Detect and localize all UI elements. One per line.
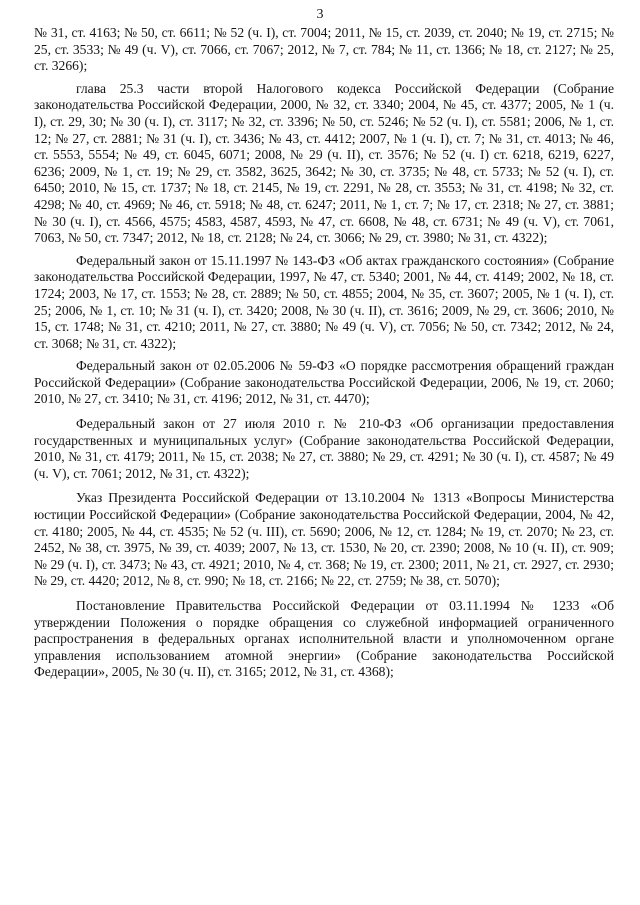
page-number: 3 — [316, 7, 324, 22]
paragraph-tax-code-chapter: глава 25.3 части второй Налогового кодекса Российской Федерации (Собрание законодательства Российской Федерации, 2000, № 32, ст. 3340; 2004, № 45, ст. 4377; 2005, № 1 (ч. I), ст. 29, 30; № 30 (ч. I), ст. 3117; № 32, ст. 3396; № 50, ст. 5246; № 52 (ч. I), ст. 5581; 2006, № 1, ст. 12; № 27, ст. 2881; № 31 (ч. I), ст. 3436; № 43, ст. 4412; 2007, № 1 (ч. I), ст. 7; № 31, ст. 4013; № 46, ст. 5553, 5554; № 49, ст. 6045, 6071; 2008, № 29 (ч. II), ст. 3576; № 52 (ч. I) ст. 6218, 6219, 6227, 6236; 2009, № 1, ст. 19; № 29, ст. 3582, 3625, 3642; № 30, ст. 3735; № 48, ст. 5733; № 52 (ч. I), ст. 6450; 2010, № 15, ст. 1737; № 18, ст. 2145, № 19, ст. 2291, № 28, ст. 3553; № 31, ст. 4198; № 32, ст. 4298; № 40, ст. 4969; № 46, ст. 5918; № 48, ст. 6247; 2011, № 1, ст. 7; № 17, ст. 2318; № 27, ст. 3881; № 30 (ч. I), ст. 4566, 4575; 4583, 4587, 4593, № 47, ст. 6608, № 48, ст. 6731; № 49 (ч. V), ст. 7061, 7063, № 50, ст. 7347; 2012, № 18, ст. 2128; № 24, ст. 3066; № 29, ст. 3980; № 31, ст. 4322); — [34, 80, 614, 246]
paragraph-presidential-decree: Указ Президента Российской Федерации от 13.10.2004 № 1313 «Вопросы Министерства юстиции Российской Федерации» (Собрание законодательства Российской Федерации, 2004, № 42, ст. 4180; 2005, № 44, ст. 4535; № 52 (ч. III), ст. 5690; 2006, № 12, ст. 1284; № 19, ст. 2070; № 23, ст. 2452, № 38, ст. 3975, № 39, ст. 4039; 2007, № 13, ст. 1530, № 20, ст. 2390; 2008, № 10 (ч. II), ст. 909; № 29 (ч. I), ст. 3473; № 43, ст. 4921; 2010, № 4, ст. 368; № 19, ст. 2300; 2011, № 21, ст. 2927, ст. 2930; № 29, ст. 4420; 2012, № 8, ст. 990; № 18, ст. 2166; № 22, ст. 2759; № 38, ст. 5070); — [34, 490, 614, 589]
paragraph-continuation: № 31, ст. 4163; № 50, ст. 6611; № 52 (ч. I), ст. 7004; 2011, № 15, ст. 2039, ст. 2040; № 19, ст. 2715; № 25, ст. 3533; № 49 (ч. V), ст. 7066, ст. 7067; 2012, № 7, ст. 784; № 11, ст. 1366; № 18, ст. 2127; № 25, ст. 3266); — [34, 25, 614, 74]
paragraph-civil-status-law: Федеральный закон от 15.11.1997 № 143-ФЗ «Об актах гражданского состояния» (Собрание законодательства Российской Федерации, 1997, № 47, ст. 5340; 2001, № 44, ст. 4149; 2002, № 18, ст. 1724; 2003, № 17, ст. 1553; № 28, ст. 2889; № 50, ст. 4855; 2004, № 35, ст. 3607; 2005, № 1 (ч. I), ст. 25; 2006, № 1, ст. 10; № 31 (ч. I), ст. 3420; 2008, № 30 (ч. II), ст. 3616; 2009, № 29, ст. 3606; 2010, № 15, ст. 1748; № 31, ст. 4210; 2011, № 27, ст. 3880; № 49 (ч. V), ст. 7056; № 50, ст. 7342; 2012, № 24, ст. 3068; № 31, ст. 4322); — [34, 252, 614, 351]
document-body — [34, 25, 614, 681]
document-page — [34, 0, 614, 905]
paragraph-public-services-law: Федеральный закон от 27 июля 2010 г. № 210-ФЗ «Об организации предоставления государственных и муниципальных услуг» (Собрание законодательства Российской Федерации, 2010, № 31, ст. 4179; 2011, № 15, ст. 2038; № 27, ст. 3880; № 29, ст. 4291; № 30 (ч. I), ст. 4587; № 49 (ч. V), ст. 7061; 2012, № 31, ст. 4322); — [34, 416, 614, 481]
paragraph-citizen-appeals-law: Федеральный закон от 02.05.2006 № 59-ФЗ «О порядке рассмотрения обращений граждан Российской Федерации» (Собрание законодательства Российской Федерации, 2006, № 19, ст. 2060; 2010, № 27, ст. 3410; № 31, ст. 4196; 2012, № 31, ст. 4470); — [34, 358, 614, 407]
paragraph-government-resolution: Постановление Правительства Российской Федерации от 03.11.1994 № 1233 «Об утверждении Положения о порядке обращения со служебной информацией ограниченного распространения в федеральных органах исполнительной власти и уполномоченном органе управления использованием атомной энергии» (Собрание законодательства Российской Федерации», 2005, № 30 (ч. II), ст. 3165; 2012, № 31, ст. 4368); — [34, 598, 614, 680]
